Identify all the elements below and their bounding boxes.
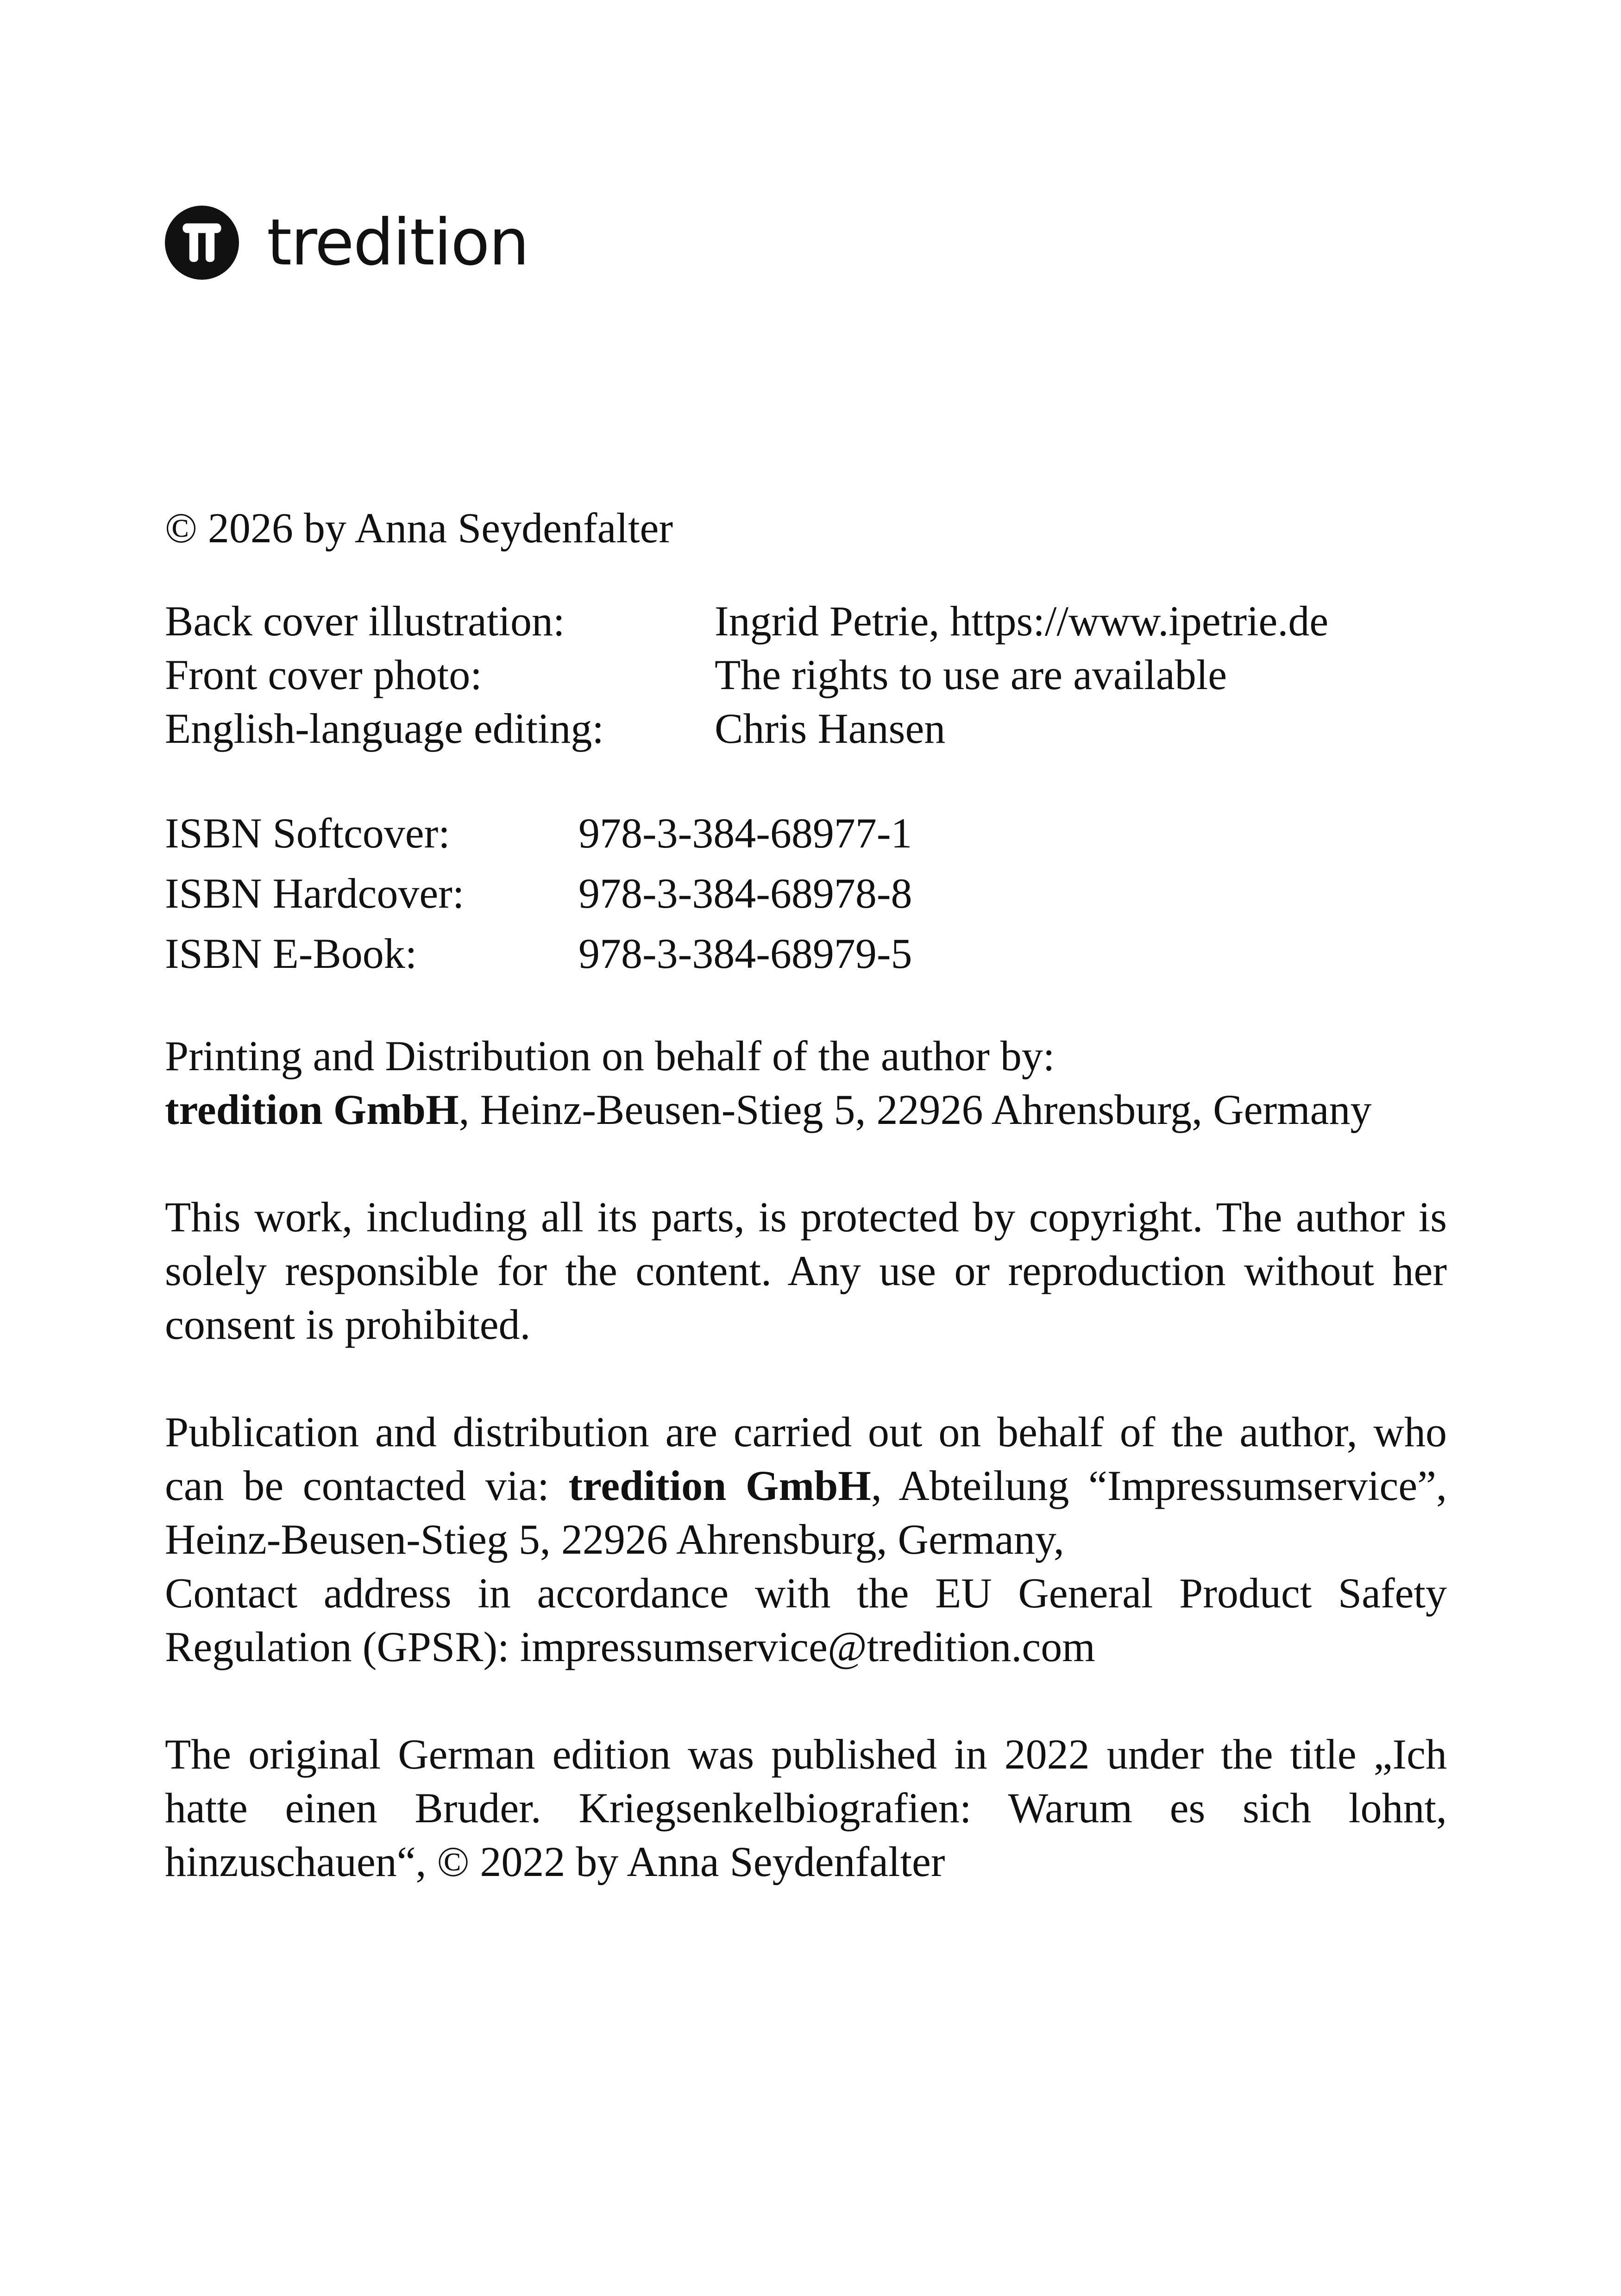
printing-address — [165, 1083, 1447, 1136]
printing-intro: Printing and Distribution on behalf of the author by: — [165, 1032, 1055, 1079]
credit-label: Front cover photo: — [165, 651, 482, 698]
credit-label: Back cover illustration: — [165, 597, 565, 645]
printing-company: tredition GmbH — [165, 1086, 459, 1133]
isbn-label: ISBN Softcover: — [165, 809, 450, 857]
gpsr-contact: Contact address in accordance with the EU General Product Safety Regulation (GPSR): impressumservice@tredition.com — [165, 1569, 1447, 1670]
publisher-logo — [165, 206, 528, 280]
publication-before: Publication and distribution are carried out on behalf of the author, who can be contacted via: — [165, 1408, 1447, 1509]
credits-table — [165, 594, 1447, 755]
isbn-table — [165, 806, 1447, 980]
credit-value: The rights to use are available — [715, 651, 1227, 698]
isbn-value: 978-3-384-68979-5 — [578, 930, 912, 977]
isbn-value: 978-3-384-68977-1 — [578, 809, 912, 857]
publication-after: , Abteilung “Impressumservice”, Heinz-Beusen-Stieg 5, 22926 Ahrensburg, Germany, — [165, 1462, 1447, 1563]
credit-value: Chris Hansen — [715, 705, 946, 752]
printing-info — [165, 1029, 1447, 1136]
tredition-t-circle-icon — [165, 206, 239, 280]
credit-label: English-language editing: — [165, 705, 604, 752]
copyright-line: © 2026 by Anna Seydenfalter — [165, 504, 673, 552]
isbn-label: ISBN E-Book: — [165, 930, 417, 977]
publication-company: tredition GmbH — [568, 1462, 871, 1509]
original-edition-note: The original German edition was published in 2022 under the title „Ich hatte einen Bruder. Kriegsenkelbiografien: Warum es sich lohnt, hinzuschauen“, © 2022 by Anna Seydenfalter — [165, 1731, 1447, 1885]
printing-address-text: , Heinz-Beusen-Stieg 5, 22926 Ahrensburg, Germany — [459, 1086, 1372, 1133]
isbn-value: 978-3-384-68978-8 — [578, 870, 912, 917]
publication-info — [165, 1405, 1447, 1674]
rights-notice: This work, including all its parts, is protected by copyright. The author is solely responsible for the content. Any use or reproduction without her consent is prohibited. — [165, 1193, 1447, 1348]
credit-value: Ingrid Petrie, https://www.ipetrie.de — [715, 597, 1329, 645]
publication-text — [165, 1405, 1447, 1566]
imprint-content — [165, 501, 1447, 1888]
logo-wordmark: tredition — [267, 205, 528, 280]
isbn-label: ISBN Hardcover: — [165, 870, 465, 917]
